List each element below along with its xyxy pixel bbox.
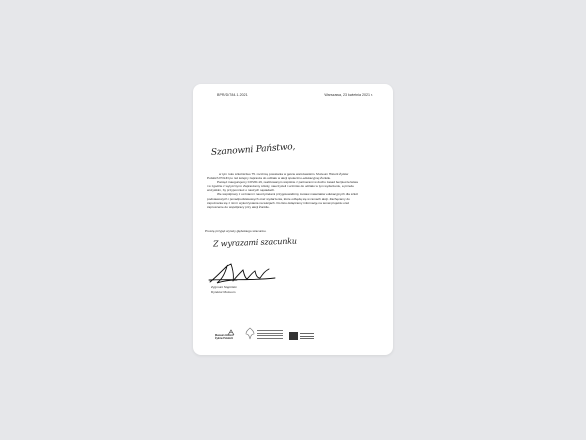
closing-line: Proszę przyjąć wyrazy głębokiego szacunku.: [205, 229, 267, 233]
reference-number: BPR/D/784.1.2021: [217, 93, 248, 97]
museum-logo: [215, 329, 235, 343]
signer-role: Dyrektor Muzeum: [211, 290, 236, 294]
paragraph-1: w tym roku szkolnictwo 75. rocznicę powstania w getcie warszawskim. Muzeum Historii Żydów Polskich POLIN po raz kolejny zaprasza do udziału w akcji społeczno-edukacyjnej Żonkile.: [207, 172, 349, 181]
handwritten-regards: Z wyrazami szacunku: [212, 236, 297, 249]
partner-logo-mark-icon: [289, 332, 298, 340]
paragraph-3: We współpracy z uczniami i nauczycielami przygotowaliśmy zestaw materiałów edukacyjnych dla szkół podstawowych i ponadpodstawowych oraz wydarzenia, które odbędą się w ramach akcji. Zachęcamy do zapoznania się z nimi i wykorzystania na lekcjach. Do listu dołączamy informację na temat projektu oraz zaproszenie do współpracy przy akcji Żonkile.: [207, 192, 358, 209]
signature: [207, 260, 277, 286]
letter-body: [207, 172, 359, 209]
letter-page: [193, 84, 393, 355]
partner-logo-text-lines: [300, 333, 314, 341]
signer-name: Zygmunt Stępiński: [211, 285, 237, 289]
letter-date: Warszawa, 23 kwietnia 2021 r.: [324, 93, 373, 97]
ministry-logo: [245, 327, 285, 345]
ministry-logo-text-lines: [257, 330, 283, 341]
partner-logo: [289, 332, 315, 342]
handwritten-greeting: Szanowni Państwo,: [210, 142, 296, 158]
museum-logo-text: Muzeum Historii Żydów Polskich: [215, 334, 234, 340]
eagle-emblem-icon: [245, 327, 255, 341]
paragraph-2: Pamięć inaugurujemy COVID-19, realizowanym wspólnie z partnerami w duchu zasad bezpieczeństwa i w zgodzie z wytycznymi. Zapraszamy szkoły, nauczycieli i uczniów do udziału w tym wydarzeniu, a przede wszystkim, by przypomnieć o naszych sąsiadach.: [207, 180, 358, 193]
